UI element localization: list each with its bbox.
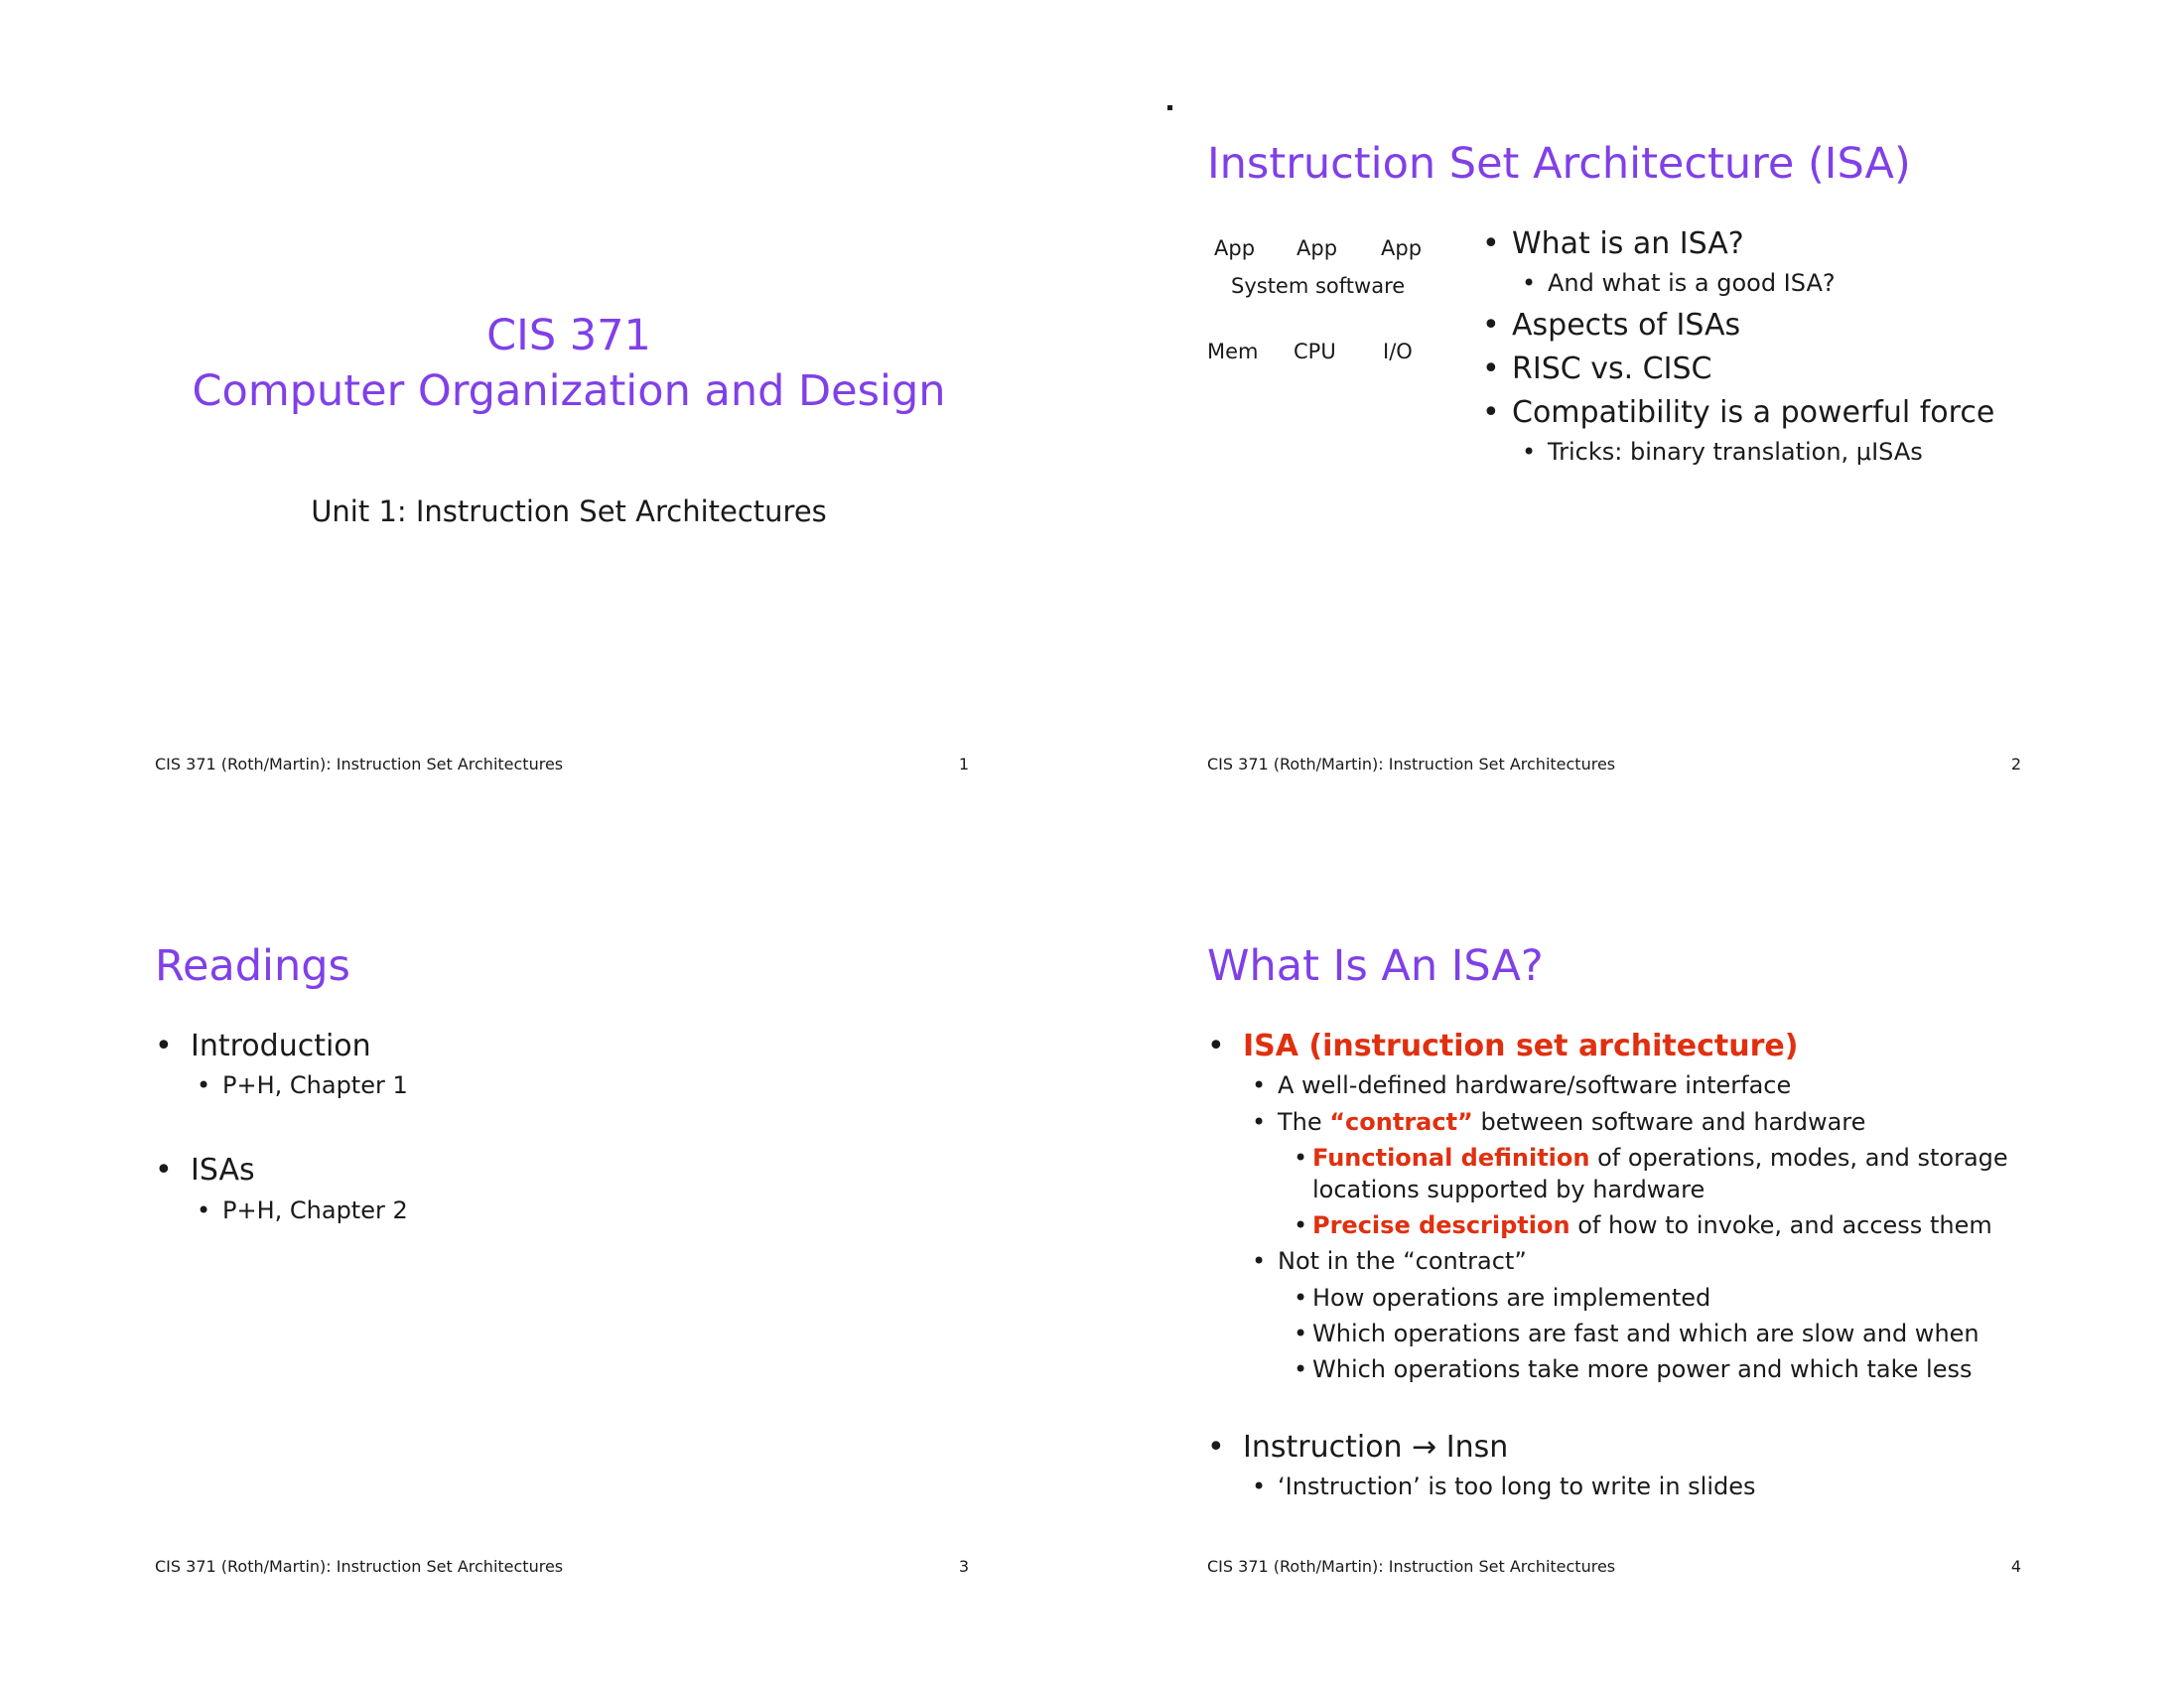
sub-bullet-item: • ‘Instruction’ is too long to write in slides [1252,1473,1756,1500]
sub-bullet-item: • P+H, Chapter 2 [197,1196,408,1224]
diagram-cpu: CPU [1294,340,1336,363]
slide-4 [1150,842,2142,1617]
bullet-item: • Aspects of ISAs [1482,308,1741,343]
slide-1 [97,40,1090,814]
slide-footer: CIS 371 (Roth/Martin): Instruction Set Architectures [155,755,564,774]
slide-title: Readings [155,941,350,991]
diagram-mem: Mem [1207,340,1259,363]
bullet-item: • What is an ISA? [1482,226,1744,261]
slide-footer: CIS 371 (Roth/Martin): Instruction Set Architectures [155,1557,564,1576]
page-number: 4 [2010,1557,2021,1576]
page-number: 3 [958,1557,969,1576]
course-number: CIS 371 [486,311,651,360]
diagram-app-1: App [1214,236,1256,260]
diagram-app-2: App [1297,236,1338,260]
bullet-item: • ISA (instruction set architecture) [1207,1029,1799,1063]
slide-footer: CIS 371 (Roth/Martin): Instruction Set Architectures [1207,1557,1616,1576]
bullet-item: • Compatibility is a powerful force [1482,395,1995,430]
page-number: 2 [2010,755,2021,774]
diagram-app-3: App [1381,236,1423,260]
sub-bullet-item: • Tricks: binary translation, μISAs [1522,438,1923,466]
sub-bullet-item: • A well-defined hardware/software interface [1252,1071,1792,1099]
course-title: Computer Organization and Design [192,366,946,416]
sub-bullet-item: • Not in the “contract” [1252,1247,1527,1275]
sub-bullet-item: • P+H, Chapter 1 [197,1071,408,1099]
sub-sub-bullet-item: • Precise description of how to invoke, and access them [1294,1211,1992,1239]
sub-sub-bullet-continuation: locations supported by hardware [1312,1176,1706,1203]
sub-bullet-item: • The “contract” between software and hardware [1252,1108,1866,1136]
bullet-item: • Introduction [155,1029,371,1063]
diagram-system-software: System software [1231,274,1406,298]
sub-sub-bullet-item: • How operations are implemented [1294,1284,1711,1312]
course-title-block [97,308,1040,419]
slide-2 [1150,40,2142,814]
bullet-item: • Instruction → Insn [1207,1430,1509,1465]
bullet-item: • ISAs [155,1153,255,1188]
page-number: 1 [958,755,969,774]
sub-sub-bullet-item: • Functional definition of operations, modes, and storage [1294,1144,2008,1172]
slide-title: Instruction Set Architecture (ISA) [1207,139,1911,189]
slide-footer: CIS 371 (Roth/Martin): Instruction Set Architectures [1207,755,1616,774]
diagram-io: I/O [1383,340,1413,363]
sub-sub-bullet-item: • Which operations take more power and which take less [1294,1355,1973,1383]
unit-subtitle: Unit 1: Instruction Set Architectures [311,494,827,528]
slide-title: What Is An ISA? [1207,941,1544,991]
slide-3 [97,842,1090,1617]
bullet-item: • RISC vs. CISC [1482,352,1712,386]
sub-sub-bullet-item: • Which operations are fast and which are slow and when [1294,1320,1979,1347]
sub-bullet-item: • And what is a good ISA? [1522,269,1836,297]
